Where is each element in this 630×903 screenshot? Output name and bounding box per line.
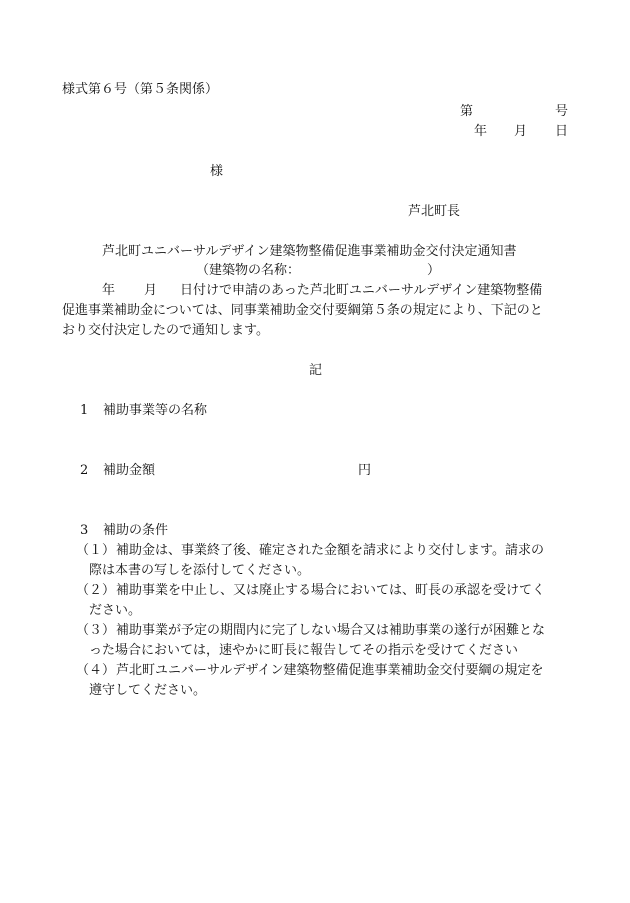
body-month: 月 (144, 283, 158, 298)
date-day: 日 (555, 124, 569, 139)
item-1-label: 補助事業等の名称 (103, 403, 208, 418)
item-3-label: 補助の条件 (103, 523, 169, 538)
condition-2-line1: 補助事業を中止し、又は廃止する場合においては、町長の承認を受けてく (116, 583, 546, 598)
condition-2-line2: ださい。 (89, 603, 142, 618)
addressee-suffix: 様 (210, 164, 224, 179)
form-label: 様式第６号（第５条関係） (62, 82, 219, 97)
document-title: 芦北町ユニバーサルデザイン建築物整備促進事業補助金交付決定通知書 (102, 244, 517, 259)
item-2-unit: 円 (358, 463, 372, 478)
item-1-number: 1 (80, 403, 89, 418)
date-month: 月 (514, 124, 528, 139)
body-line3: おり交付決定したので通知します。 (62, 323, 269, 338)
ki-heading: 記 (309, 363, 323, 378)
number-suffix: 号 (555, 104, 569, 119)
condition-3-line2: った場合においては，速やかに町長に報告してその指示を受けてください (89, 643, 519, 658)
condition-1-line2: 際は本書の写しを添付してください。 (89, 563, 311, 578)
building-name-open: （建築物の名称： (196, 263, 301, 278)
condition-3-number: （３） (76, 623, 116, 638)
item-2-label: 補助金額 (103, 463, 156, 478)
condition-4-line1: 芦北町ユニバーサルデザイン建築物整備促進事業補助金交付要綱の規定を (116, 663, 544, 678)
body-line2: 促進事業補助金については、同事業補助金交付要綱第５条の規定により、下記のと (62, 303, 543, 318)
building-name-close: ） (427, 263, 441, 278)
condition-2-number: （２） (76, 583, 116, 598)
item-3-number: 3 (80, 523, 89, 538)
issuer: 芦北町長 (408, 204, 461, 219)
body-year: 年 (102, 283, 116, 298)
item-2-number: 2 (80, 463, 89, 478)
number-prefix: 第 (460, 104, 474, 119)
condition-1-number: （１） (76, 543, 116, 558)
condition-1-line1: 補助金は、事業終了後、確定された金額を請求により交付します。請求の (116, 543, 544, 558)
body-line1: 日付けで申請のあった芦北町ユニバーサルデザイン建築物整備 (180, 283, 543, 298)
condition-4-line2: 遵守してください。 (89, 683, 207, 698)
condition-4-number: （４） (76, 663, 116, 678)
condition-3-line1: 補助事業が予定の期間内に完了しない場合又は補助事業の遂行が困難とな (116, 623, 546, 638)
date-year: 年 (474, 124, 488, 139)
